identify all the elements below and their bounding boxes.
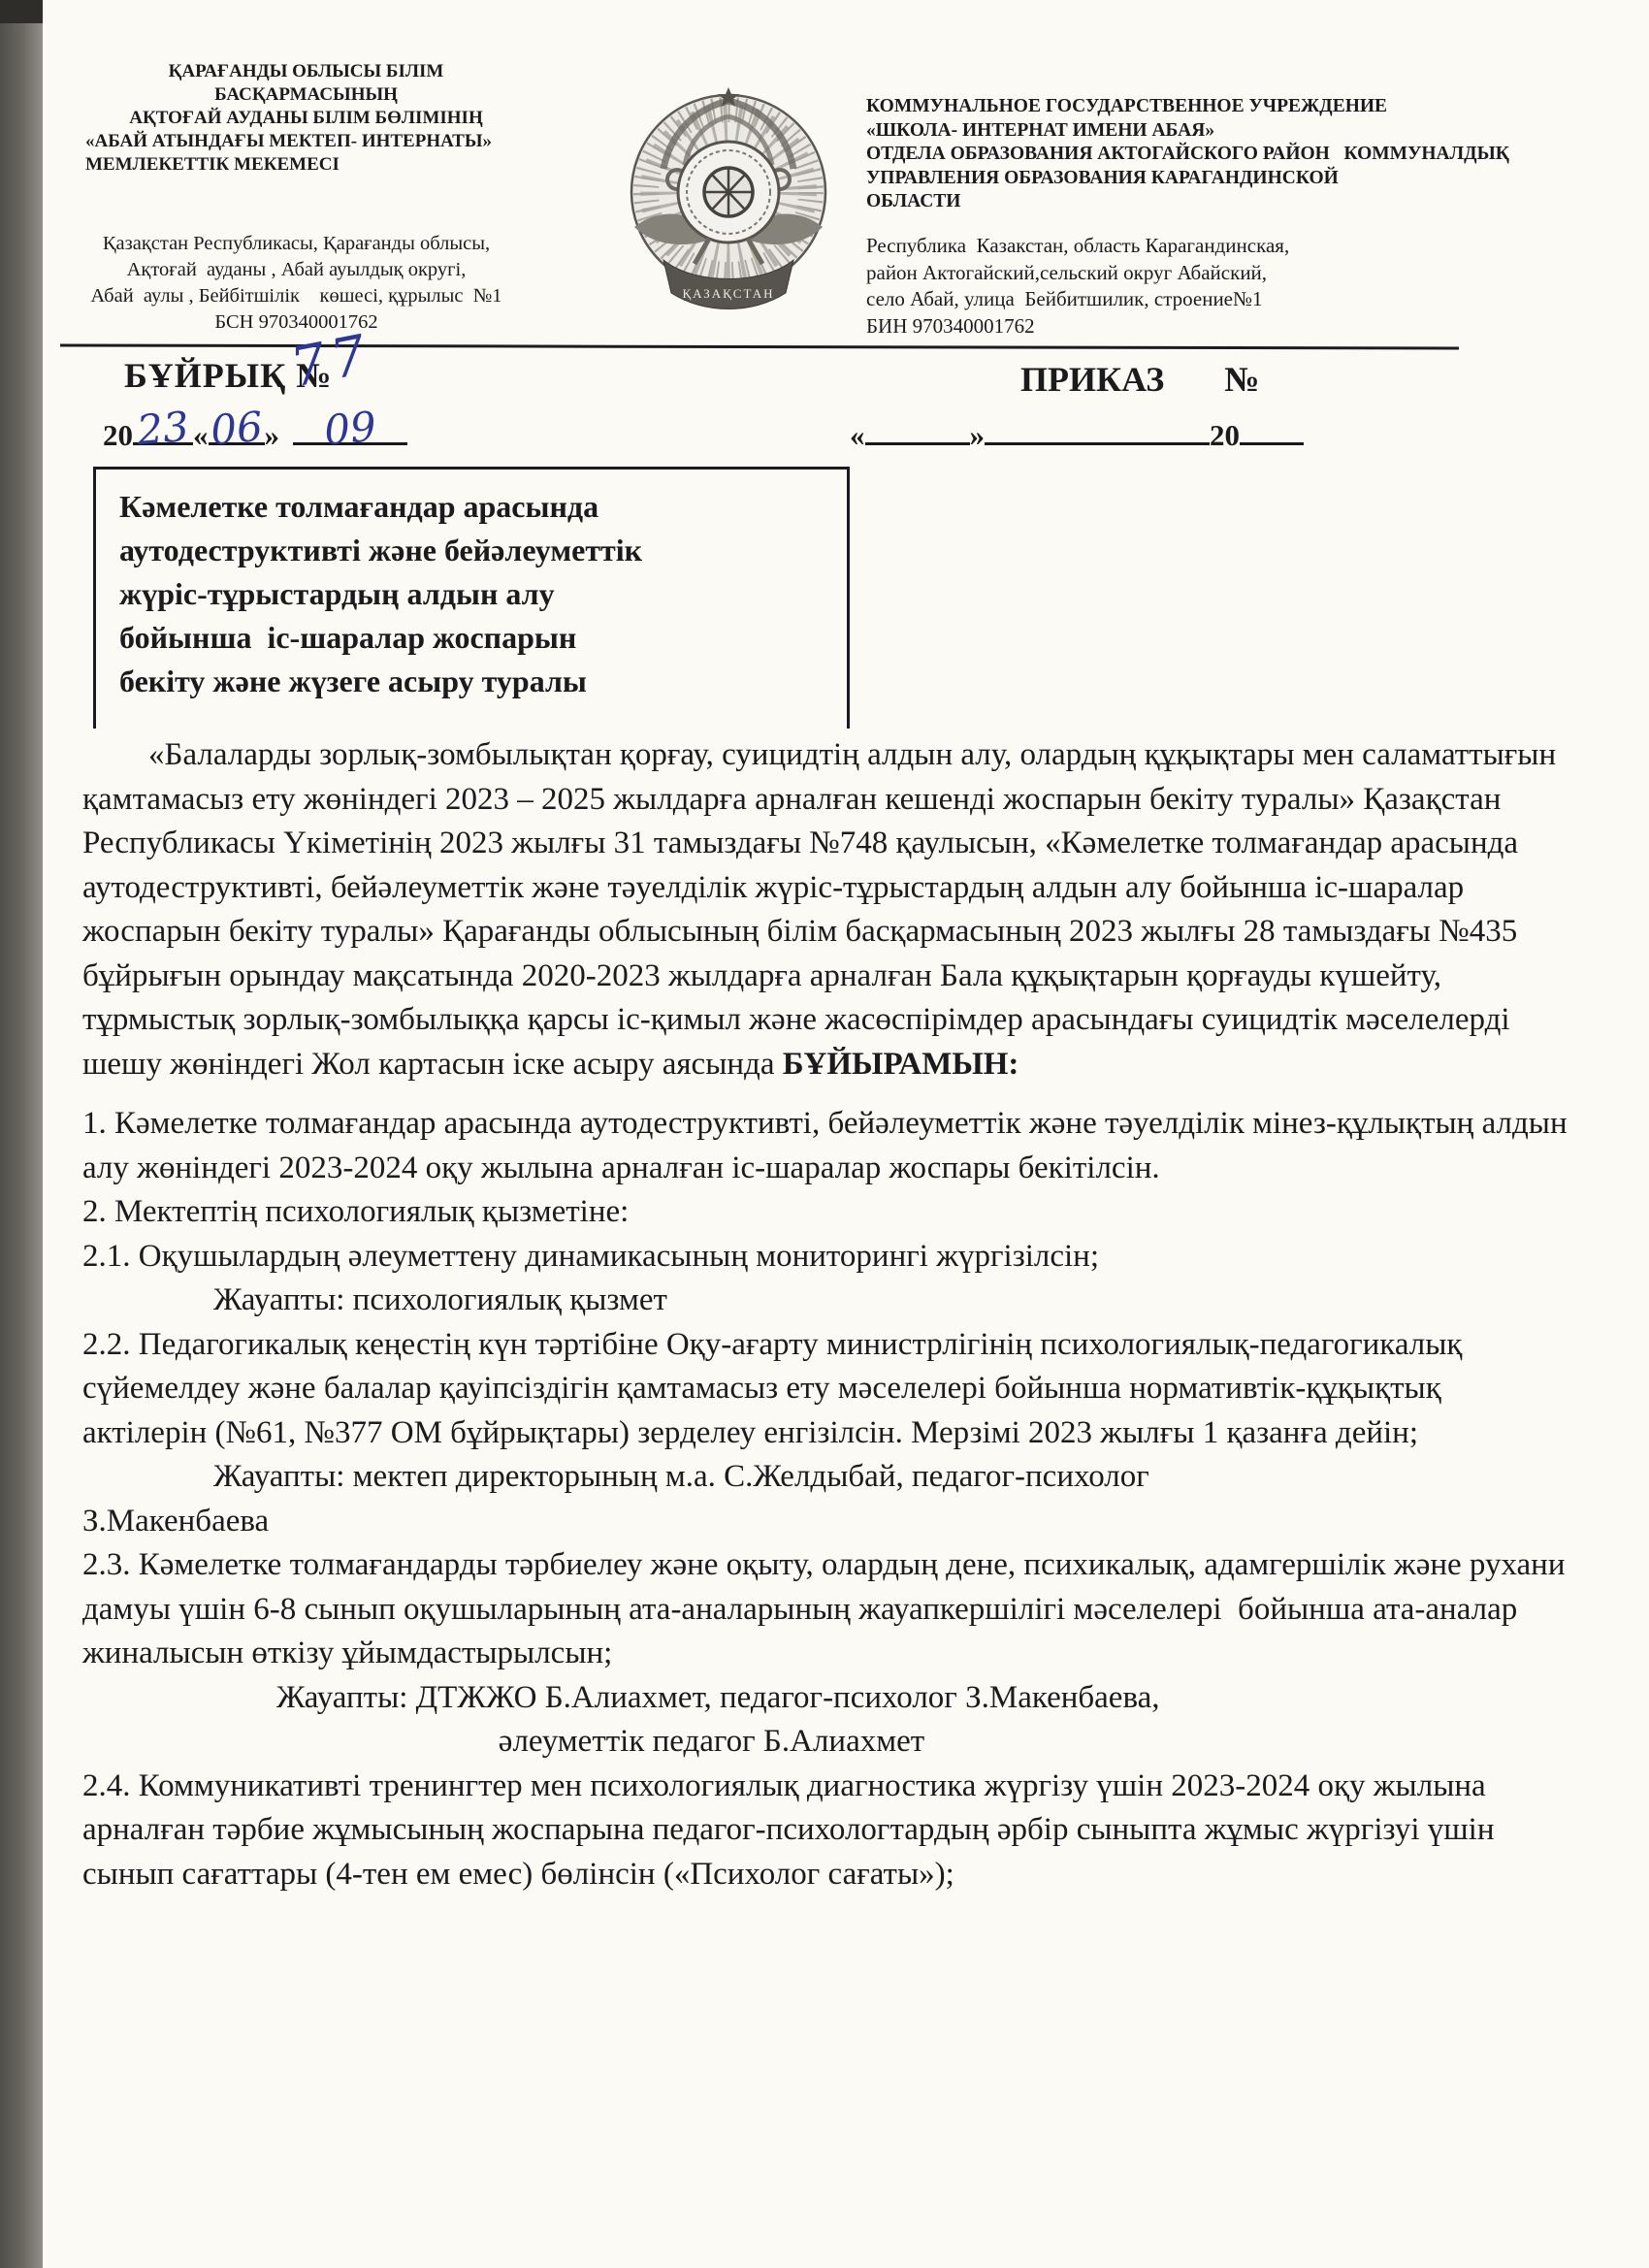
addr-ru-line: район Актогайский,сельский округ Абайский, bbox=[866, 260, 1268, 284]
org-name-kazakh bbox=[85, 60, 527, 177]
order-item-2-1: 2.1. Оқушылардың әлеуметтену динамикасының мониторингі жүргізілсін; bbox=[82, 1238, 1100, 1274]
order-subject-box bbox=[93, 467, 850, 729]
order-label-kazakh: БҰЙРЫҚ № bbox=[124, 356, 333, 395]
quote-close: » bbox=[969, 418, 985, 452]
org-name-russian bbox=[866, 95, 1545, 214]
order-item-1: 1. Кәмелетке толмағандар арасында аутодеструктивті, бейәлеуметтік және тәуелділік мінез-құлықтың алдын алу жөніндегі 2023-2024 оқу жылына арналған іс-шаралар жоспары бекітілсін. bbox=[82, 1106, 1575, 1185]
year-prefix: 20 bbox=[1210, 418, 1240, 452]
order-body bbox=[82, 733, 1573, 1896]
directive-word: БҰЙЫРАМЫН: bbox=[782, 1046, 1019, 1082]
quote-close: » bbox=[264, 418, 279, 452]
addr-kk-line: Қазақстан Республикасы, Қарағанды облысы, bbox=[102, 233, 491, 254]
subject-line: бекіту және жүзеге асыру туралы bbox=[119, 664, 587, 698]
order-date-kazakh bbox=[103, 402, 407, 455]
org-ru-line: КОММУНАЛЬНОЕ ГОСУДАРСТВЕННОЕ УЧРЕЖДЕНИЕ bbox=[866, 96, 1388, 116]
order-item-2-2: 2.2. Педагогикалық кеңестің күн тәртібіне Оқу-ағарту министрлігінің психологиялық-педагогикалық сүйемелдеу және балалар қауіпсіздігін қамтамасыз ету мәселелері бойынша нормативтік-құқықтық актілерін (№61, №377 ОМ бұйрықтары) зерделеу енгізілсін. Мерзімі 2023 жылғы 1 қазанға дейін; bbox=[82, 1326, 1471, 1450]
responsible-name-continuation: З.Макенбаева bbox=[82, 1503, 270, 1539]
org-ru-line: УПРАВЛЕНИЯ ОБРАЗОВАНИЯ КАРАГАНДИНСКОЙ bbox=[866, 167, 1339, 188]
order-item-2: 2. Мектептің психологиялық қызметіне: bbox=[82, 1194, 630, 1229]
addr-kk-line: Ақтоғай ауданы , Абай ауылдық округі, bbox=[126, 259, 467, 280]
order-item-2-4: 2.4. Коммуникативті тренингтер мен психологиялық диагностика жүргізу үшін 2023-2024 оқу жылына арналған тәрбие жұмысының жоспарына педагог-психологтардың әрбір сыныпта жұмыс жүргізуі үшін сынып сағаттары (4-тен ем емес) бөлінсін («Психолог сағаты»); bbox=[82, 1767, 1503, 1892]
scan-corner-artifact bbox=[0, 0, 43, 23]
year-prefix: 20 bbox=[103, 418, 133, 452]
responsible-line: Жауапты: психологиялық қызмет bbox=[213, 1282, 667, 1317]
handwritten-year: 23 bbox=[135, 402, 191, 455]
prikaz-no-sign: № bbox=[1224, 360, 1260, 399]
org-ru-line: ОБЛАСТИ bbox=[866, 191, 961, 211]
order-date-russian bbox=[850, 407, 1304, 453]
prikaz-word: ПРИКАЗ bbox=[1020, 360, 1165, 399]
address-kazakh bbox=[76, 231, 517, 336]
day-blank bbox=[865, 407, 970, 445]
subject-line: жүріс-тұрыстардың алдын алу bbox=[119, 576, 555, 611]
intro-paragraph bbox=[82, 733, 1573, 1086]
addr-ru-bin: БИН 970340001762 bbox=[866, 313, 1035, 338]
handwritten-day: 09 bbox=[322, 402, 378, 455]
org-kk-line: ҚАРАҒАНДЫ ОБЛЫСЫ БІЛІМ БАСҚАРМАСЫНЫҢ bbox=[168, 61, 449, 105]
org-kk-line: АҚТОҒАЙ АУДАНЫ БІЛІМ БӨЛІМІНІҢ bbox=[129, 108, 483, 128]
org-ru-line: «ШКОЛА- ИНТЕРНАТ ИМЕНИ АБАЯ» bbox=[866, 119, 1215, 141]
quote-open: « bbox=[850, 418, 865, 452]
header-divider bbox=[60, 343, 1459, 349]
address-russian bbox=[866, 233, 1506, 340]
year-blank bbox=[133, 402, 193, 455]
org-kk-line: МЕМЛЕКЕТТІК МЕКЕМЕСІ bbox=[85, 154, 340, 175]
kazakhstan-coat-of-arms-icon bbox=[617, 83, 840, 324]
month-blank bbox=[208, 402, 265, 455]
org-kk-line: «АБАЙ АТЫНДАҒЫ МЕКТЕП- ИНТЕРНАТЫ» bbox=[85, 131, 492, 151]
emblem-banner-text: ҚАЗАҚСТАН bbox=[682, 286, 775, 301]
quote-open: « bbox=[193, 418, 209, 452]
responsible-line-continuation: әлеуметтік педагог Б.Алиахмет bbox=[498, 1724, 925, 1759]
subject-line: Кәмелетке толмағандар арасында bbox=[119, 489, 599, 524]
day-blank bbox=[293, 402, 407, 455]
handwritten-order-number: 77 bbox=[285, 322, 377, 401]
scan-edge-artifact bbox=[0, 0, 43, 2268]
org-ru-line: ОТДЕЛА ОБРАЗОВАНИЯ АКТОГАЙСКОГО РАЙОН КОММУНАЛДЫҚ bbox=[866, 144, 1509, 164]
subject-line: аутодеструктивті және бейәлеуметтік bbox=[119, 533, 643, 567]
addr-ru-line: село Абай, улица Бейбитшилик, строение№1 bbox=[866, 287, 1263, 310]
addr-kk-bin: БСН 970340001762 bbox=[214, 311, 378, 333]
month-blank bbox=[985, 407, 1210, 445]
order-item-2-3: 2.3. Кәмелетке толмағандарды тәрбиелеу және оқыту, олардың дене, психикалық, адамгершілік және рухани дамуы үшін 6-8 сынып оқушыларының ата-аналарының жауапкершілігі мәселелері бойынша ата-аналар жиналысын өткізу ұйымдастырылсын; bbox=[82, 1547, 1573, 1670]
responsible-line: Жауапты: мектеп директорының м.а. С.Желдыбай, педагог-психолог bbox=[213, 1459, 1149, 1494]
responsible-line: Жауапты: ДТЖЖО Б.Алиахмет, педагог-психолог З.Макенбаева, bbox=[276, 1679, 1160, 1715]
order-label-russian bbox=[1020, 359, 1259, 400]
handwritten-month: 06 bbox=[208, 402, 265, 455]
intro-text: «Балаларды зорлық-зомбылықтан қорғау, суицидтің алдын алу, олардың құқықтары мен саламаттығын қамтамасыз ету жөніндегі 2023 – 2025 жылдарға арналған кешенді жоспарын бекіту туралы» Қазақстан Республикасы Үкіметінің 2023 жылғы 31 тамыздағы №748 қаулысын, «Кәмелетке толмағандар арасында аутодеструктивті, бейәлеуметтік және тәуелділік жүріс-тұрыстардың алдын алу бойынша іс-шаралар жоспарын бекіту туралы» Қарағанды облысының білім басқармасының 2023 жылғы 28 тамыздағы №435 бұйрығын орындау мақсатында 2020-2023 жылдарға арналған Бала құқықтарын қорғауды күшейту, тұрмыстық зорлық-зомбылыққа қарсы іс-қимыл және жасөспірімдер арасындағы суицидтік мәселелерді шешу жөніндегі Жол картасын іске асыру аясында bbox=[82, 737, 1565, 1082]
addr-ru-line: Республика Казакстан, область Карагандинская, bbox=[866, 234, 1290, 257]
subject-line: бойынша іс-шаралар жоспарын bbox=[119, 620, 577, 655]
addr-kk-line: Абай аулы , Бейбітшілік көшесі, құрылыс №1 bbox=[90, 285, 502, 307]
year-blank bbox=[1240, 407, 1304, 445]
